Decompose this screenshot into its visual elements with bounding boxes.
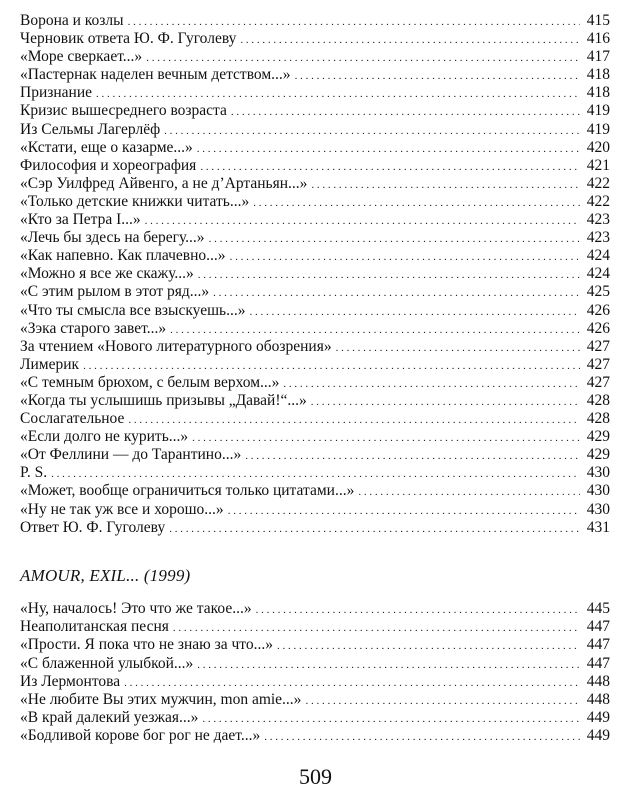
- toc-entry-title: Ворона и козлы: [20, 12, 124, 29]
- toc-entry: [20, 446, 610, 464]
- toc-entry: [20, 428, 610, 446]
- toc-entry: [20, 247, 610, 265]
- dot-leader: [295, 71, 580, 82]
- dot-leader: [249, 307, 580, 318]
- toc-entry-title: «Лечь бы здесь на берегу...»: [20, 229, 205, 247]
- toc-entry-title: Из Лермонтова: [20, 672, 121, 690]
- dot-leader: [197, 660, 580, 671]
- toc-list-main: [20, 12, 610, 537]
- toc-entry-page: 447: [586, 654, 610, 672]
- dot-leader: [128, 415, 580, 426]
- toc-entry-page: 424: [586, 265, 610, 283]
- toc-entry-title: Из Сельмы Лагерлёф: [20, 120, 161, 138]
- toc-entry-title: «Не любите Вы этих мужчин, mon amie...»: [20, 690, 302, 708]
- toc-entry-page: 426: [586, 301, 610, 319]
- dot-leader: [197, 144, 580, 155]
- toc-entry: [20, 30, 610, 48]
- dot-leader: [358, 487, 580, 498]
- dot-leader: [83, 361, 580, 372]
- dot-leader: [264, 732, 580, 743]
- dot-leader: [209, 234, 580, 245]
- toc-entry: [20, 464, 610, 482]
- section-heading: AMOUR, EXIL... (1999): [20, 566, 191, 585]
- toc-entry-page: 425: [586, 283, 610, 301]
- toc-entry: [20, 139, 610, 157]
- toc-entry: [20, 600, 610, 618]
- dot-leader: [202, 714, 580, 725]
- toc-entry: [20, 283, 610, 301]
- toc-entry-page: 429: [586, 446, 610, 464]
- dot-leader: [173, 623, 580, 634]
- dot-leader: [256, 605, 580, 616]
- dot-leader: [170, 325, 580, 336]
- toc-entry-page: 448: [586, 672, 610, 690]
- dot-leader: [305, 696, 580, 707]
- dot-leader: [245, 451, 580, 462]
- dot-leader: [336, 343, 580, 354]
- toc-entry-title: Неаполитанская песня: [20, 618, 169, 636]
- toc-entry-page: 449: [586, 727, 610, 745]
- toc-entry: [20, 175, 610, 193]
- dot-leader: [283, 379, 580, 390]
- toc-entry: [20, 655, 610, 673]
- toc-entry-page: 417: [586, 48, 610, 66]
- toc-entry: [20, 356, 610, 374]
- toc-entry-page: 426: [586, 319, 610, 337]
- toc-entry-title: «С блаженной улыбкой...»: [20, 654, 194, 672]
- toc-entry-title: Лимерик: [20, 355, 80, 373]
- dot-leader: [145, 216, 580, 227]
- dot-leader: [146, 53, 580, 64]
- dot-leader: [231, 107, 580, 118]
- dot-leader: [253, 198, 580, 209]
- dot-leader: [228, 506, 580, 517]
- toc-entry: [20, 410, 610, 428]
- toc-entry: [20, 482, 610, 500]
- toc-entry-title: «Зэка старого завет...»: [20, 319, 167, 337]
- toc-entry-title: «Прости. Я пока что не знаю за что...»: [20, 636, 273, 654]
- dot-leader: [277, 641, 580, 652]
- toc-entry: [20, 157, 610, 175]
- toc-entry-title: «Ну не так уж все и хорошо...»: [20, 500, 224, 518]
- toc-entry: [20, 229, 610, 247]
- toc-entry: [20, 636, 610, 654]
- toc-entry-title: «Что ты смысла все взыскуешь...»: [20, 301, 246, 319]
- toc-entry-page: 427: [586, 355, 610, 373]
- toc-entry-page: 421: [586, 156, 610, 174]
- dot-leader: [200, 162, 580, 173]
- toc-entry: [20, 66, 610, 84]
- toc-entry-page: 423: [586, 211, 610, 229]
- toc-entry-page: 416: [586, 30, 610, 48]
- toc-entry: [20, 338, 610, 356]
- toc-entry-title: Сослагательное: [20, 410, 125, 428]
- toc-entry-title: «Кстати, еще о казарме...»: [20, 138, 193, 156]
- toc-entry-title: «Только детские книжки читать...»: [20, 192, 250, 210]
- toc-entry: [20, 392, 610, 410]
- toc-entry-title: «Ну, началось! Это что же такое...»: [20, 600, 252, 617]
- toc-entry-page: 424: [586, 247, 610, 265]
- toc-entry-page: 418: [586, 84, 610, 102]
- dot-leader: [198, 270, 580, 281]
- toc-entry-page: 428: [586, 391, 610, 409]
- toc-entry-title: «Море сверкает...»: [20, 48, 143, 66]
- toc-entry-page: 448: [586, 690, 610, 708]
- toc-entry-title: «С темным брюхом, с белым верхом...»: [20, 373, 280, 391]
- page-number: 509: [299, 764, 332, 789]
- dot-leader: [124, 678, 580, 689]
- toc-entry: [20, 193, 610, 211]
- toc-entry-page: 422: [586, 192, 610, 210]
- toc-entry-page: 427: [586, 373, 610, 391]
- toc-entry-page: 418: [586, 66, 610, 84]
- toc-entry-title: P. S.: [20, 464, 48, 482]
- dot-leader: [96, 89, 580, 100]
- toc-entry-title: Кризис вышесреднего возраста: [20, 102, 227, 120]
- toc-entry: [20, 501, 610, 519]
- toc-entry-page: 431: [586, 518, 610, 536]
- toc-entry: [20, 12, 610, 30]
- toc-entry-page: 430: [586, 482, 610, 500]
- toc-entry-page: 419: [586, 102, 610, 120]
- dot-leader: [213, 288, 580, 299]
- toc-entry: [20, 691, 610, 709]
- dot-leader: [311, 180, 580, 191]
- toc-entry-page: 427: [586, 337, 610, 355]
- toc-entry: [20, 102, 610, 120]
- toc-entry: [20, 519, 610, 537]
- dot-leader: [164, 126, 580, 137]
- toc-entry-page: 428: [586, 410, 610, 428]
- toc-entry-title: «Если долго не курить...»: [20, 428, 189, 446]
- toc-entry: [20, 374, 610, 392]
- toc-entry-title: «Когда ты услышишь призывы „Давай!“...»: [20, 391, 307, 409]
- toc-entry-title: Философия и хореография: [20, 156, 197, 174]
- toc-entry-page: 423: [586, 229, 610, 247]
- dot-leader: [311, 397, 580, 408]
- toc-entry-page: 420: [586, 138, 610, 156]
- toc-entry-title: «Бодливой корове бог рог не дает...»: [20, 727, 261, 745]
- toc-entry-title: «Пастернак наделен вечным детством...»: [20, 66, 291, 84]
- toc-entry-page: 415: [586, 12, 610, 29]
- toc-entry: [20, 48, 610, 66]
- toc-entry: [20, 320, 610, 338]
- toc-entry-title: «Можно я все же скажу...»: [20, 265, 194, 283]
- toc-entry: [20, 618, 610, 636]
- toc-entry-title: «От Феллини — до Тарантино...»: [20, 446, 242, 464]
- toc-entry-title: За чтением «Нового литературного обозрения»: [20, 337, 332, 355]
- dot-leader: [128, 17, 580, 28]
- dot-leader: [192, 433, 580, 444]
- toc-entry-page: 447: [586, 636, 610, 654]
- toc-entry: [20, 302, 610, 320]
- toc-entry-title: «Может, вообще ограничиться только цитатами...»: [20, 482, 355, 500]
- toc-entry-page: 449: [586, 709, 610, 727]
- toc-entry-title: Признание: [20, 84, 93, 102]
- toc-entry: [20, 673, 610, 691]
- toc-entry-title: «Как напевно. Как плачевно...»: [20, 247, 226, 265]
- toc-entry-page: 430: [586, 464, 610, 482]
- toc-entry-title: «Кто за Петра I...»: [20, 211, 141, 229]
- toc-entry-page: 445: [586, 600, 610, 617]
- toc-entry: [20, 265, 610, 283]
- toc-entry: [20, 121, 610, 139]
- toc-entry-title: Ответ Ю. Ф. Гуголеву: [20, 518, 166, 536]
- toc-entry-title: Черновик ответа Ю. Ф. Гуголеву: [20, 30, 237, 48]
- toc-entry-title: «Сэр Уилфред Айвенго, а не д’Артаньян...»: [20, 174, 308, 192]
- toc-entry-page: 430: [586, 500, 610, 518]
- toc-entry: [20, 709, 610, 727]
- toc-entry-page: 447: [586, 618, 610, 636]
- toc-entry-page: 419: [586, 120, 610, 138]
- toc-entry-title: «В край далекий уезжая...»: [20, 709, 199, 727]
- toc-entry-title: «С этим рылом в этот ряд...»: [20, 283, 210, 301]
- toc-entry: [20, 211, 610, 229]
- toc-entry: [20, 727, 610, 745]
- toc-entry: [20, 84, 610, 102]
- toc-entry-page: 429: [586, 428, 610, 446]
- dot-leader: [240, 35, 580, 46]
- toc-entry-page: 422: [586, 174, 610, 192]
- dot-leader: [230, 252, 580, 263]
- dot-leader: [169, 524, 580, 535]
- dot-leader: [51, 469, 580, 480]
- toc-list-amour-exil: [20, 600, 610, 746]
